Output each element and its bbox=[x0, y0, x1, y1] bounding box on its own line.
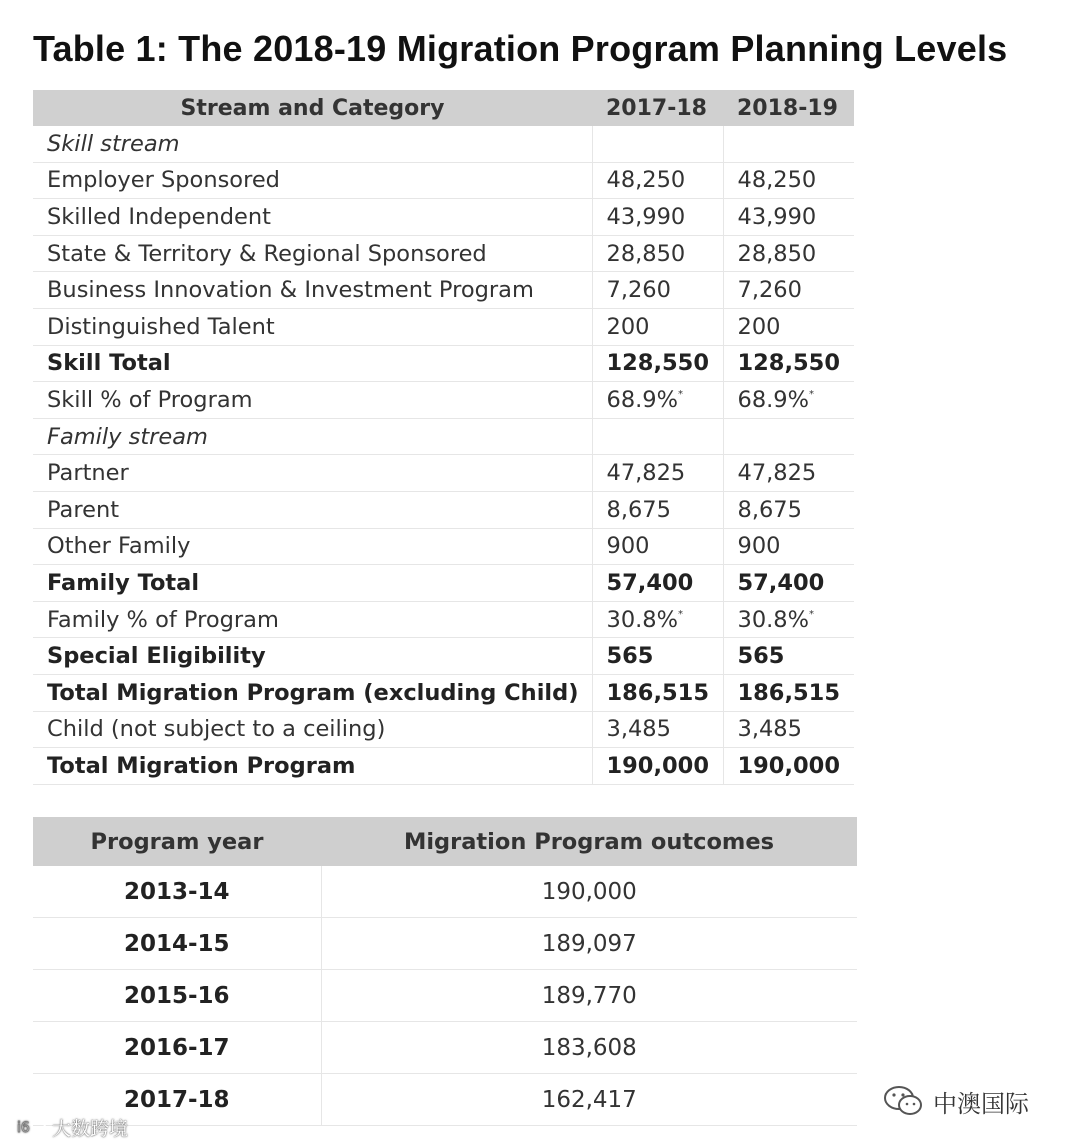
table-row bbox=[33, 918, 857, 970]
planning-levels-table bbox=[33, 90, 854, 785]
program-year: 2016-17 bbox=[33, 1022, 321, 1074]
wechat-icon bbox=[883, 1084, 925, 1118]
row-label: Skill Total bbox=[33, 345, 592, 382]
table-row bbox=[33, 711, 854, 748]
footnote-mark: * bbox=[808, 608, 814, 620]
row-label: Skill % of Program bbox=[33, 382, 592, 419]
table-row bbox=[33, 866, 857, 918]
value-2017-18: 7,260 bbox=[592, 272, 723, 309]
value-2018-19 bbox=[723, 382, 854, 419]
value-2018-19: 200 bbox=[723, 308, 854, 345]
value-2017-18 bbox=[592, 418, 723, 455]
value-2017-18: 565 bbox=[592, 638, 723, 675]
table-row-total bbox=[33, 565, 854, 602]
footnote-mark: * bbox=[677, 608, 683, 620]
value-2017-18: 43,990 bbox=[592, 199, 723, 236]
program-year: 2015-16 bbox=[33, 970, 321, 1022]
table-row bbox=[33, 455, 854, 492]
row-label: Partner bbox=[33, 455, 592, 492]
row-label: Total Migration Program (excluding Child) bbox=[33, 674, 592, 711]
row-label: Total Migration Program bbox=[33, 748, 592, 785]
value-2018-19: 565 bbox=[723, 638, 854, 675]
program-outcomes-table bbox=[33, 817, 857, 1126]
row-label: Distinguished Talent bbox=[33, 308, 592, 345]
header-2017-18: 2017-18 bbox=[592, 90, 723, 126]
value-2017-18: 47,825 bbox=[592, 455, 723, 492]
value-2018-19: 48,250 bbox=[723, 162, 854, 199]
row-label: Business Innovation & Investment Program bbox=[33, 272, 592, 309]
row-label: Family % of Program bbox=[33, 601, 592, 638]
row-label: Skill stream bbox=[33, 126, 592, 162]
table-row bbox=[33, 308, 854, 345]
value-2018-19: 8,675 bbox=[723, 491, 854, 528]
value-2017-18: 57,400 bbox=[592, 565, 723, 602]
value-2017-18: 8,675 bbox=[592, 491, 723, 528]
value-2018-19 bbox=[723, 126, 854, 162]
watermark-left-text: 大数跨境 bbox=[52, 1117, 129, 1140]
svg-text:i6: i6 bbox=[17, 1120, 30, 1136]
value-2018-19: 43,990 bbox=[723, 199, 854, 236]
row-label: Employer Sponsored bbox=[33, 162, 592, 199]
percent-value: 30.8% bbox=[737, 606, 809, 633]
value-2017-18: 128,550 bbox=[592, 345, 723, 382]
program-outcome: 189,770 bbox=[321, 970, 857, 1022]
value-2018-19: 28,850 bbox=[723, 235, 854, 272]
value-2018-19: 128,550 bbox=[723, 345, 854, 382]
table-row bbox=[33, 418, 854, 455]
value-2017-18: 3,485 bbox=[592, 711, 723, 748]
percent-value: 68.9% bbox=[606, 386, 678, 413]
table-row-total bbox=[33, 748, 854, 785]
value-2017-18: 28,850 bbox=[592, 235, 723, 272]
row-label: Skilled Independent bbox=[33, 199, 592, 236]
row-label: State & Territory & Regional Sponsored bbox=[33, 235, 592, 272]
watermark-right-text: 中澳国际 bbox=[933, 1089, 1029, 1118]
table-row bbox=[33, 601, 854, 638]
table-header-row bbox=[33, 90, 854, 126]
row-label: Other Family bbox=[33, 528, 592, 565]
value-2018-19: 190,000 bbox=[723, 748, 854, 785]
row-label: Special Eligibility bbox=[33, 638, 592, 675]
value-2018-19: 3,485 bbox=[723, 711, 854, 748]
value-2018-19: 57,400 bbox=[723, 565, 854, 602]
table-row bbox=[33, 528, 854, 565]
value-2018-19: 900 bbox=[723, 528, 854, 565]
i6-logo-icon bbox=[4, 1115, 48, 1139]
header-program-outcomes: Migration Program outcomes bbox=[321, 817, 857, 866]
watermark-wechat bbox=[883, 1083, 1029, 1119]
program-outcome: 183,608 bbox=[321, 1022, 857, 1074]
watermark-source bbox=[4, 1112, 128, 1142]
table-row bbox=[33, 970, 857, 1022]
table-row bbox=[33, 162, 854, 199]
footnote-mark: * bbox=[808, 388, 814, 400]
percent-value: 30.8% bbox=[606, 606, 678, 633]
value-2017-18: 48,250 bbox=[592, 162, 723, 199]
value-2017-18: 186,515 bbox=[592, 674, 723, 711]
header-program-year: Program year bbox=[33, 817, 321, 866]
value-2017-18: 190,000 bbox=[592, 748, 723, 785]
program-year: 2017-18 bbox=[33, 1074, 321, 1126]
value-2017-18: 200 bbox=[592, 308, 723, 345]
table-row-total bbox=[33, 638, 854, 675]
table-row bbox=[33, 235, 854, 272]
page-title: Table 1: The 2018-19 Migration Program Planning Levels bbox=[33, 28, 1008, 69]
table-row-total bbox=[33, 345, 854, 382]
value-2018-19 bbox=[723, 418, 854, 455]
value-2018-19: 7,260 bbox=[723, 272, 854, 309]
value-2018-19 bbox=[723, 601, 854, 638]
header-stream-category: Stream and Category bbox=[33, 90, 592, 126]
row-label: Family Total bbox=[33, 565, 592, 602]
table-row bbox=[33, 491, 854, 528]
value-2017-18 bbox=[592, 601, 723, 638]
row-label: Family stream bbox=[33, 418, 592, 455]
program-outcome: 190,000 bbox=[321, 866, 857, 918]
value-2018-19: 186,515 bbox=[723, 674, 854, 711]
table-row bbox=[33, 1022, 857, 1074]
value-2018-19: 47,825 bbox=[723, 455, 854, 492]
table-row bbox=[33, 382, 854, 419]
row-label: Parent bbox=[33, 491, 592, 528]
table-row-total bbox=[33, 674, 854, 711]
table-row bbox=[33, 1074, 857, 1126]
table-header-row bbox=[33, 817, 857, 866]
row-label: Child (not subject to a ceiling) bbox=[33, 711, 592, 748]
program-outcome: 189,097 bbox=[321, 918, 857, 970]
value-2017-18 bbox=[592, 382, 723, 419]
value-2017-18: 900 bbox=[592, 528, 723, 565]
program-outcome: 162,417 bbox=[321, 1074, 857, 1126]
table-row bbox=[33, 126, 854, 162]
header-2018-19: 2018-19 bbox=[723, 90, 854, 126]
value-2017-18 bbox=[592, 126, 723, 162]
program-year: 2014-15 bbox=[33, 918, 321, 970]
program-year: 2013-14 bbox=[33, 866, 321, 918]
table-row bbox=[33, 199, 854, 236]
percent-value: 68.9% bbox=[737, 386, 809, 413]
table-row bbox=[33, 272, 854, 309]
footnote-mark: * bbox=[677, 388, 683, 400]
